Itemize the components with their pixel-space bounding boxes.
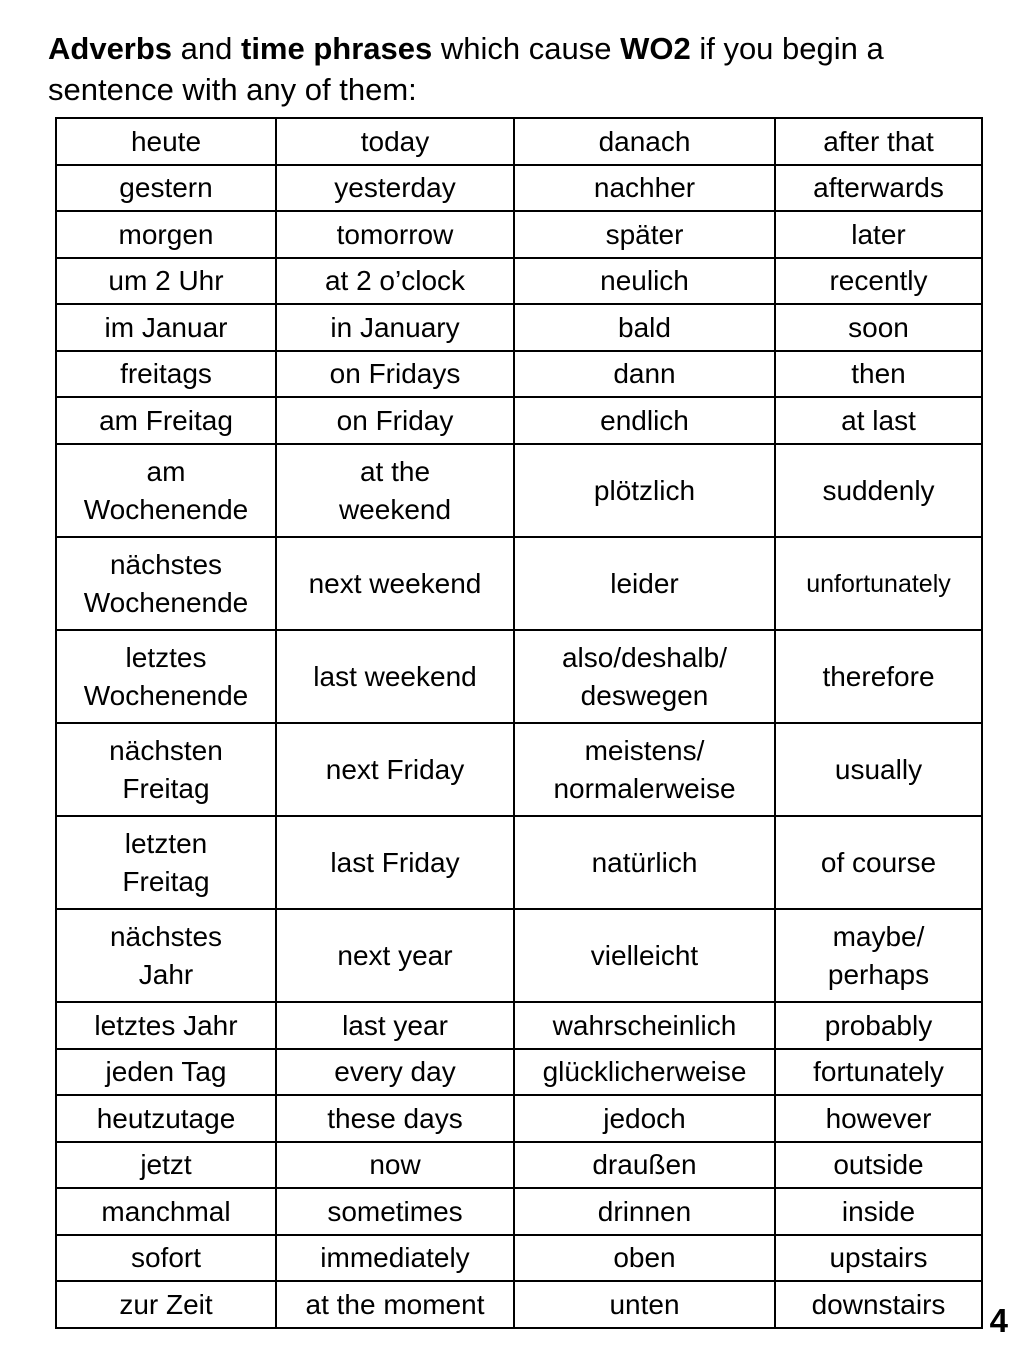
heading-text-1: and	[172, 31, 241, 66]
english-time-phrase-cell: sometimes	[276, 1188, 514, 1235]
english-adverb-cell: at last	[775, 397, 982, 444]
german-time-phrase-cell: manchmal	[56, 1188, 276, 1235]
english-time-phrase-cell: last weekend	[276, 630, 514, 723]
page-heading	[48, 28, 998, 110]
english-time-phrase-cell: these days	[276, 1095, 514, 1142]
page-number: 4	[989, 1302, 1008, 1339]
english-adverb-cell: after that	[775, 118, 982, 165]
german-adverb-cell: danach	[514, 118, 775, 165]
english-time-phrase-cell: immediately	[276, 1235, 514, 1281]
german-time-phrase-cell: gestern	[56, 165, 276, 211]
vocabulary-table-body	[56, 118, 982, 1328]
table-row	[56, 816, 982, 909]
table-row	[56, 1235, 982, 1281]
english-adverb-cell: soon	[775, 304, 982, 351]
german-time-phrase-cell: nächsten Freitag	[56, 723, 276, 816]
english-adverb-cell: maybe/ perhaps	[775, 909, 982, 1002]
english-adverb-cell: probably	[775, 1002, 982, 1049]
english-time-phrase-cell: next weekend	[276, 537, 514, 630]
table-row	[56, 165, 982, 211]
english-time-phrase-cell: every day	[276, 1049, 514, 1095]
english-time-phrase-cell: at the weekend	[276, 444, 514, 537]
english-adverb-cell: usually	[775, 723, 982, 816]
english-time-phrase-cell: yesterday	[276, 165, 514, 211]
german-time-phrase-cell: im Januar	[56, 304, 276, 351]
german-time-phrase-cell: morgen	[56, 211, 276, 258]
english-time-phrase-cell: on Fridays	[276, 351, 514, 397]
german-adverb-cell: endlich	[514, 397, 775, 444]
german-time-phrase-cell: nächstes Wochenende	[56, 537, 276, 630]
german-adverb-cell: glücklicherweise	[514, 1049, 775, 1095]
english-time-phrase-cell: last Friday	[276, 816, 514, 909]
table-row	[56, 118, 982, 165]
german-adverb-cell: unten	[514, 1281, 775, 1328]
table-row	[56, 909, 982, 1002]
table-row	[56, 397, 982, 444]
english-time-phrase-cell: today	[276, 118, 514, 165]
english-adverb-cell: of course	[775, 816, 982, 909]
table-row	[56, 1142, 982, 1188]
english-adverb-cell: later	[775, 211, 982, 258]
table-row	[56, 1281, 982, 1328]
table-row	[56, 444, 982, 537]
german-adverb-cell: also/deshalb/ deswegen	[514, 630, 775, 723]
english-time-phrase-cell: last year	[276, 1002, 514, 1049]
heading-text-2: which cause	[432, 31, 621, 66]
german-adverb-cell: drinnen	[514, 1188, 775, 1235]
table-row	[56, 211, 982, 258]
english-adverb-cell: then	[775, 351, 982, 397]
table-row	[56, 258, 982, 304]
german-adverb-cell: neulich	[514, 258, 775, 304]
german-adverb-cell: wahrscheinlich	[514, 1002, 775, 1049]
table-row	[56, 1049, 982, 1095]
english-time-phrase-cell: now	[276, 1142, 514, 1188]
heading-bold-time-phrases: time phrases	[241, 31, 433, 66]
german-adverb-cell: nachher	[514, 165, 775, 211]
german-adverb-cell: natürlich	[514, 816, 775, 909]
english-adverb-cell: unfortunately	[775, 537, 982, 630]
table-row	[56, 351, 982, 397]
table-row	[56, 723, 982, 816]
german-adverb-cell: plötzlich	[514, 444, 775, 537]
german-time-phrase-cell: letztes Wochenende	[56, 630, 276, 723]
german-time-phrase-cell: um 2 Uhr	[56, 258, 276, 304]
heading-text-3: if you begin a sentence with any of them:	[48, 31, 884, 107]
english-time-phrase-cell: next year	[276, 909, 514, 1002]
english-adverb-cell: fortunately	[775, 1049, 982, 1095]
table-row	[56, 304, 982, 351]
english-adverb-cell: inside	[775, 1188, 982, 1235]
table-row	[56, 1002, 982, 1049]
german-time-phrase-cell: nächstes Jahr	[56, 909, 276, 1002]
german-adverb-cell: leider	[514, 537, 775, 630]
table-row	[56, 630, 982, 723]
german-time-phrase-cell: letztes Jahr	[56, 1002, 276, 1049]
english-adverb-cell: therefore	[775, 630, 982, 723]
german-time-phrase-cell: zur Zeit	[56, 1281, 276, 1328]
german-adverb-cell: oben	[514, 1235, 775, 1281]
english-adverb-cell: afterwards	[775, 165, 982, 211]
table-row	[56, 1188, 982, 1235]
german-time-phrase-cell: letzten Freitag	[56, 816, 276, 909]
german-time-phrase-cell: heute	[56, 118, 276, 165]
english-time-phrase-cell: at the moment	[276, 1281, 514, 1328]
german-adverb-cell: meistens/ normalerweise	[514, 723, 775, 816]
german-adverb-cell: dann	[514, 351, 775, 397]
german-adverb-cell: später	[514, 211, 775, 258]
german-time-phrase-cell: freitags	[56, 351, 276, 397]
table-row	[56, 537, 982, 630]
german-adverb-cell: vielleicht	[514, 909, 775, 1002]
english-adverb-cell: downstairs	[775, 1281, 982, 1328]
english-time-phrase-cell: next Friday	[276, 723, 514, 816]
english-time-phrase-cell: in January	[276, 304, 514, 351]
german-time-phrase-cell: jeden Tag	[56, 1049, 276, 1095]
german-time-phrase-cell: am Wochenende	[56, 444, 276, 537]
english-adverb-cell: however	[775, 1095, 982, 1142]
german-adverb-cell: draußen	[514, 1142, 775, 1188]
german-adverb-cell: jedoch	[514, 1095, 775, 1142]
english-time-phrase-cell: tomorrow	[276, 211, 514, 258]
vocabulary-table	[55, 117, 983, 1329]
english-adverb-cell: recently	[775, 258, 982, 304]
english-adverb-cell: upstairs	[775, 1235, 982, 1281]
english-time-phrase-cell: on Friday	[276, 397, 514, 444]
german-adverb-cell: bald	[514, 304, 775, 351]
german-time-phrase-cell: am Freitag	[56, 397, 276, 444]
table-row	[56, 1095, 982, 1142]
english-adverb-cell: outside	[775, 1142, 982, 1188]
german-time-phrase-cell: heutzutage	[56, 1095, 276, 1142]
german-time-phrase-cell: jetzt	[56, 1142, 276, 1188]
heading-bold-wo2: WO2	[620, 31, 691, 66]
german-time-phrase-cell: sofort	[56, 1235, 276, 1281]
english-adverb-cell: suddenly	[775, 444, 982, 537]
heading-bold-adverbs: Adverbs	[48, 31, 173, 66]
english-time-phrase-cell: at 2 o’clock	[276, 258, 514, 304]
